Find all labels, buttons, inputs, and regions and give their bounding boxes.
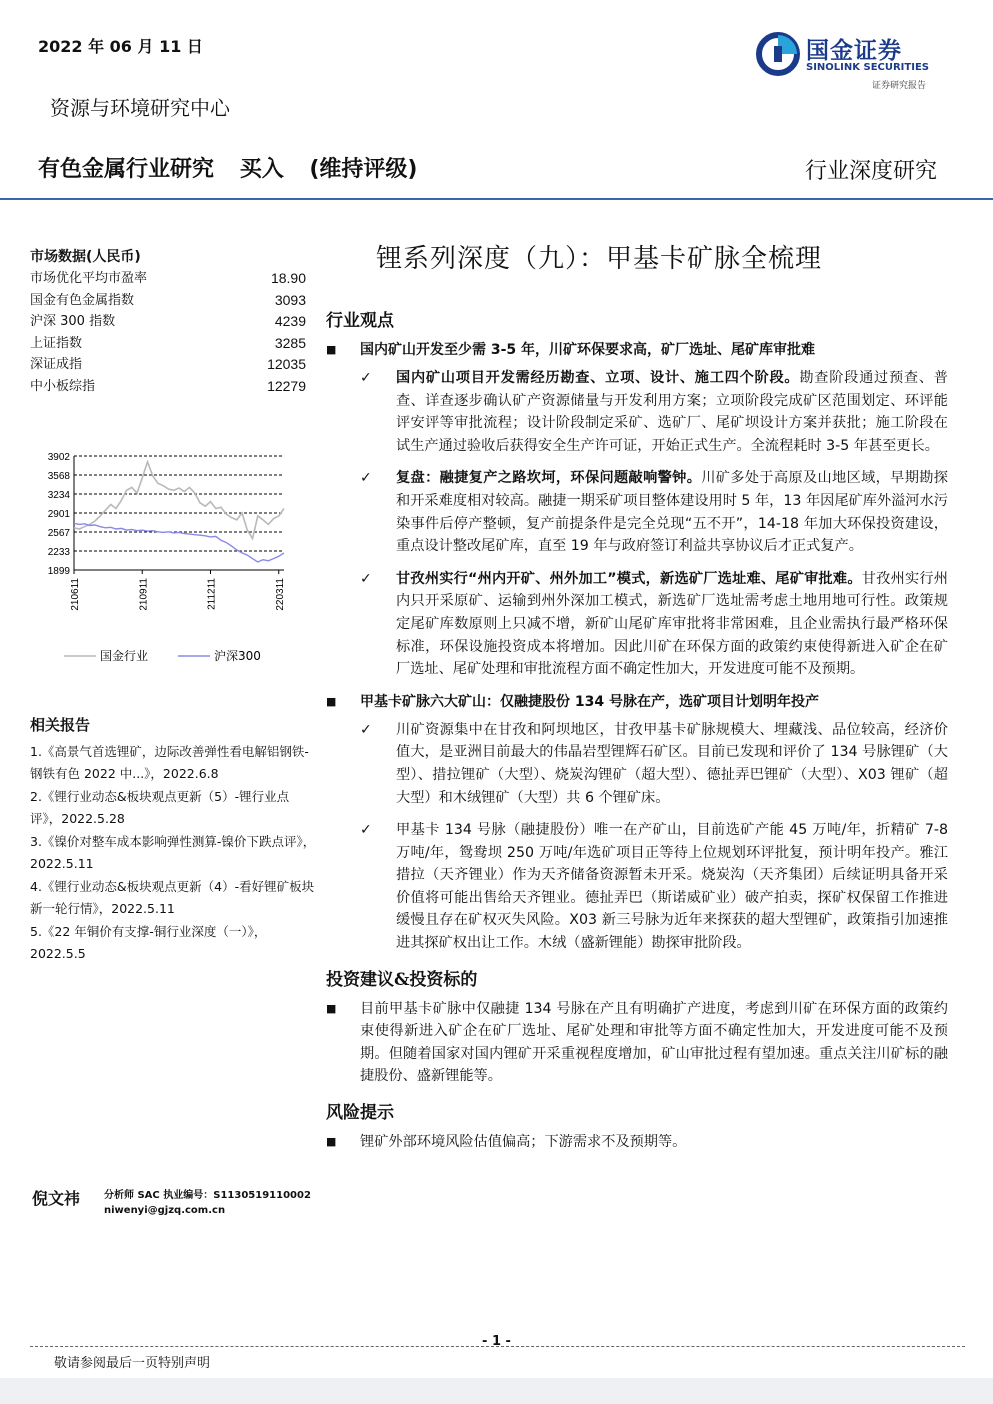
author-name: 倪文祎 <box>32 1189 81 1208</box>
market-row <box>30 333 306 355</box>
check-icon: ✓ <box>360 721 372 738</box>
chart-y-tick-label: 3902 <box>47 452 70 463</box>
market-row-label: 深证成指 <box>30 357 83 372</box>
market-row-label: 上证指数 <box>30 335 83 351</box>
industry-rating-line <box>38 152 436 183</box>
chart-legend-label: 国金行业 <box>100 649 149 663</box>
market-data-rows <box>30 268 306 397</box>
sub-point-3-lead: 甘孜州实行“州内开矿、州外加工”模式，新选矿厂选址难、尾矿审批难。 <box>396 570 862 587</box>
chart-y-tick-label: 3234 <box>47 490 70 502</box>
market-row-value: 3093 <box>274 291 306 308</box>
related-reports <box>30 714 320 966</box>
sub-point-1-lead: 国内矿山项目开发需经历勘查、立项、设计、施工四个阶段。 <box>396 370 800 386</box>
market-row-value: 12035 <box>267 356 306 372</box>
market-row-value: 4239 <box>274 313 306 329</box>
logo-mark-icon <box>756 32 800 76</box>
footer-note: 敬请参阅最后一页特别声明 <box>54 1356 211 1371</box>
sub-point-2-text: 川矿多处于高原及山地区域，早期勘探和开采难度相对较高。融捷一期采矿项目整体建设用时 5 年，13 年因尾矿库外溢河水污染事件后停产整顿，复产前提条件是完全兑现“五不开”，14-18 年加大环保投资建设，重点设计整改尾矿库，直至 19 年与政府签订利益共享协议后才正式复产。 <box>396 470 948 555</box>
market-row-value: 3285 <box>274 334 306 351</box>
logo-name-en: SINOLINK SECURITIES <box>806 62 929 73</box>
market-row-label: 市场优化平均市盈率 <box>30 271 148 286</box>
related-report-item[interactable]: 1.《高景气首选锂矿，边际改善弹性看电解铝钢铁-钢铁有色 2022 中...》，2022.6.8 <box>30 744 309 781</box>
sub-point-5-text: 甲基卡 134 号脉（融捷股份）唯一在产矿山，目前选矿产能 45 万吨/年，折精矿 7-8 万吨/年，鸳鸯坝 250 万吨/年选矿项目正等待上位规划环评批复，预计明年投产。雅江措拉（天齐锂业）作为天齐储备资源暂未开采。烧炭沟（天齐集团）后续证明具备开采价值将可能出售给天齐锂业。德扯弄巴（斯诺威矿业）破产拍卖，探矿权保留工作推进缓慢且存在矿权灭失风险。X03 新三号脉为近年来探获的超大型锂矿，政策指引加速推进其探矿权出让工作。木绒（盛新锂能）勘探审批阶段。 <box>396 822 948 952</box>
check-icon: ✓ <box>360 470 372 487</box>
chart-legend-label: 沪深300 <box>214 649 261 663</box>
invest-text: 目前甲基卡矿脉中仅融捷 134 号脉在产且有明确扩产进度，考虑到川矿在环保方面的政策约束使得新进入矿企在矿厂选址、尾矿处理和审批等方面不确定性加大，开发进度可能不及预期。但随着国家对国内锂矿开采重视程度增加，矿山审批过程有望加速。重点关注川矿标的融捷股份、盛新锂能等。 <box>360 1000 948 1085</box>
market-row-value: 12279 <box>267 377 306 394</box>
research-center: 资源与环境研究中心 <box>50 96 230 120</box>
author-email[interactable]: niwenyi@gjzq.com.cn <box>104 1205 226 1216</box>
sub-point-4-text: 川矿资源集中在甘孜和阿坝地区，甘孜甲基卡矿脉规模大、埋藏浅、品位较高，经济价值大，是亚洲目前最大的伟晶岩型锂辉石矿区。目前已发现和评价了 134 号脉锂矿（大型）、措拉锂矿（大型）、烧炭沟锂矿（超大型）、德扯弄巴锂矿（大型）、X03 锂矿（超大型）和木绒锂矿（大型）共 6 个锂矿床。 <box>396 721 948 806</box>
index-chart-svg <box>30 446 290 676</box>
bottom-band <box>0 1378 993 1404</box>
author-sac: 分析师 SAC 执业编号：S1130519110002 <box>104 1190 311 1201</box>
key-point-2: ■ 甲基卡矿脉六大矿山：仅融捷股份 134 号脉在产，选矿项目计划明年投产 <box>326 691 948 713</box>
sub-point-1 <box>326 367 948 457</box>
related-report-item[interactable]: 5.《22 年铜价有支撑-铜行业深度（一）》，2022.5.5 <box>30 924 267 961</box>
logo-subtitle: 证券研究报告 <box>872 81 927 91</box>
logo-name-cn: 国金证券 <box>806 38 902 64</box>
related-report-item[interactable]: 2.《锂行业动态&板块观点更新（5）-锂行业点评》，2022.5.28 <box>30 789 290 826</box>
related-reports-title: 相关报告 <box>30 716 91 734</box>
market-row <box>30 311 306 333</box>
market-row <box>30 268 306 290</box>
report-date: 2022 年 06 月 11 日 <box>38 37 203 56</box>
market-row <box>30 354 306 376</box>
check-icon: ✓ <box>360 570 372 587</box>
chart-y-tick-label: 1899 <box>47 566 70 577</box>
related-report-item[interactable]: 4.《锂行业动态&板块观点更新（4）-看好锂矿板块新一轮行情》，2022.5.11 <box>30 879 315 916</box>
page-number: - 1 - <box>482 1334 511 1349</box>
market-row-label: 国金有色金属指数 <box>30 292 135 308</box>
market-row <box>30 376 306 398</box>
chart-series-line-industry <box>74 462 284 539</box>
section-view-title: 行业观点 <box>326 311 394 331</box>
market-row-label: 中小板综指 <box>30 378 96 394</box>
sub-point-2-lead: 复盘：融捷复产之路坎坷，环保问题敲响警钟。 <box>396 470 702 487</box>
risk-text: 锂矿外部环境风险估值偏高；下游需求不及预期等。 <box>360 1134 687 1151</box>
chart-y-tick-label: 2901 <box>47 508 70 520</box>
footer-divider <box>30 1346 965 1347</box>
invest-paragraph <box>326 998 948 1088</box>
market-row <box>30 290 306 312</box>
index-chart <box>30 446 290 676</box>
report-body <box>326 306 948 1164</box>
sub-point-5 <box>326 819 948 955</box>
header-divider <box>0 198 993 200</box>
rating-note: (维持评级) <box>309 157 418 182</box>
report-title: 锂系列深度（九）：甲基卡矿脉全梳理 <box>376 244 823 274</box>
related-report-item[interactable]: 3.《镍价对整车成本影响弹性测算-镍价下跌点评》，2022.5.11 <box>30 834 316 871</box>
industry-name: 有色金属行业研究 <box>38 157 215 182</box>
sub-point-4 <box>326 719 948 809</box>
author-info <box>104 1188 311 1218</box>
chart-x-tick-label: 211211 <box>206 578 218 610</box>
chart-y-tick-label: 2567 <box>47 527 70 539</box>
chart-x-tick-label: 220311 <box>274 578 286 611</box>
sub-point-3 <box>326 568 948 681</box>
check-icon: ✓ <box>360 822 372 839</box>
check-icon: ✓ <box>360 370 372 386</box>
section-invest-title: 投资建议&投资标的 <box>326 969 478 990</box>
chart-x-tick-label: 210911 <box>138 578 150 611</box>
section-risk-title: 风险提示 <box>326 1103 394 1124</box>
market-data-panel <box>30 246 306 397</box>
market-data-title: 市场数据(人民币) <box>30 249 141 265</box>
risk-paragraph <box>326 1131 948 1154</box>
chart-y-tick-label: 3568 <box>47 471 70 483</box>
sub-point-3-text: 甘孜州实行州内只开采原矿、运输到州外深加工模式，新选矿厂选址需考虑土地用地可行性。政策规定尾矿库数原则上只减不增，新矿山尾矿库审批将非常困难，且企业需执行最严格环保标准，环保设施投资成本将增加。因此川矿在环保方面的政策约束使得新进入矿企在矿厂选址、尾矿处理和审批流程方面不确定性加大，开发进度可能不及预期。 <box>396 570 948 678</box>
company-logo <box>756 30 946 92</box>
report-type: 行业深度研究 <box>804 159 937 184</box>
chart-y-tick-label: 2233 <box>47 546 70 558</box>
related-reports-list <box>30 741 320 964</box>
chart-series-line-hs300 <box>74 523 284 562</box>
square-bullet-icon: ■ <box>326 1001 337 1015</box>
sub-point-2 <box>326 467 948 557</box>
sub-point-1-text: 勘查阶段通过预查、普查、详查逐步确认矿产资源储量与开发利用方案；立项阶段完成矿区范围划定、环评能评安评等审批流程；设计阶段制定采矿、选矿厂、尾矿坝设计方案并获批；施工阶段在试生产通过验收后获得安全生产许可证，开始正式生产。全流程耗时 3-5 年甚至更长。 <box>396 370 948 454</box>
key-point-1: ■ 国内矿山开发至少需 3-5 年，川矿环保要求高，矿厂选址、尾矿库审批难 <box>326 339 948 361</box>
market-row-label: 沪深 300 指数 <box>30 314 116 329</box>
square-bullet-icon: ■ <box>326 1135 337 1149</box>
chart-x-tick-label: 210611 <box>70 578 81 611</box>
market-row-value: 18.90 <box>270 270 306 286</box>
rating: 买入 <box>239 157 284 182</box>
